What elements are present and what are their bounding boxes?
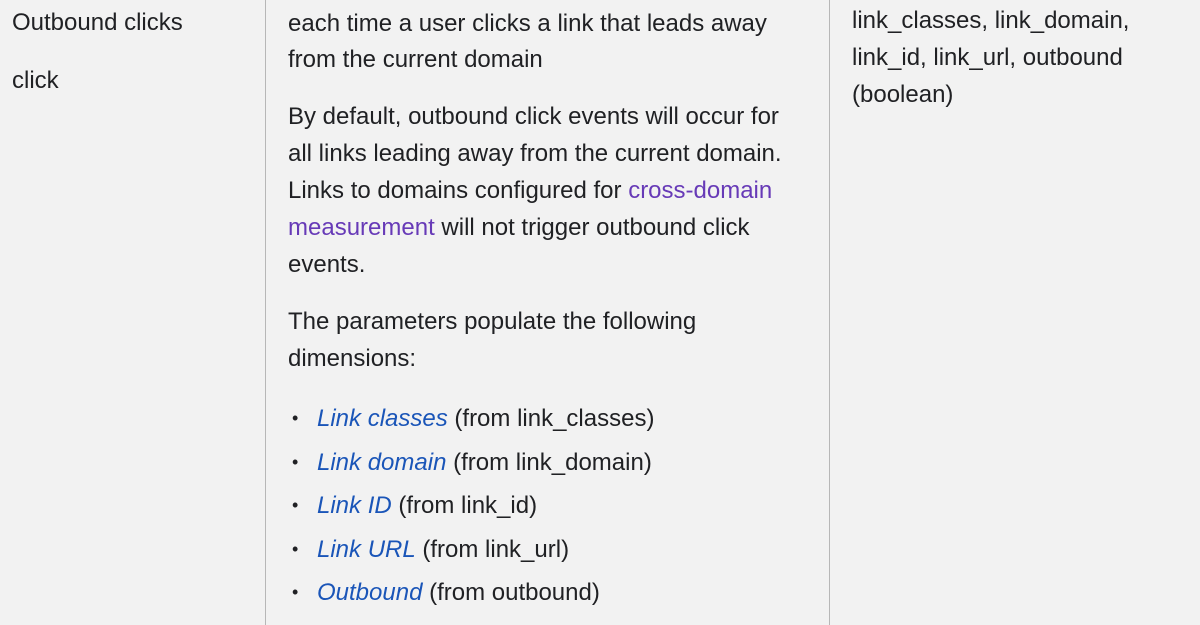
trigger-description: each time a user clicks a link that leads away from the current domain bbox=[288, 10, 767, 73]
default-text-prefix: By default, outbound click events will occur for all links leading away from the current domain. Links to domains configured for bbox=[288, 103, 782, 204]
list-item bbox=[288, 441, 807, 485]
event-parameters: link_classes, link_domain, link_id, link_url, outbound (boolean) bbox=[852, 7, 1130, 108]
dimension-link-link-id[interactable]: Link ID bbox=[317, 492, 392, 519]
dimension-source: (from link_url) bbox=[415, 535, 570, 563]
event-cell bbox=[0, 0, 265, 104]
default-text-suffix: will not trigger outbound click events. bbox=[288, 214, 750, 278]
list-item bbox=[288, 397, 807, 441]
bullet-icon: • bbox=[292, 582, 299, 602]
dimensions-list bbox=[288, 397, 807, 615]
parameters-cell bbox=[830, 0, 1200, 115]
event-code: click bbox=[12, 67, 59, 94]
dimension-source: (from link_classes) bbox=[447, 405, 655, 432]
trigger-cell bbox=[266, 0, 829, 621]
dimension-link-outbound[interactable]: Outbound bbox=[317, 579, 423, 606]
dimension-link-link-domain[interactable]: Link domain bbox=[317, 448, 447, 476]
bullet-icon: • bbox=[292, 451, 299, 472]
params-intro: The parameters populate the following dimensions: bbox=[288, 308, 697, 372]
list-item bbox=[288, 528, 807, 572]
bullet-icon: • bbox=[292, 495, 299, 515]
list-item bbox=[288, 484, 807, 528]
dimension-source: (from outbound) bbox=[422, 579, 600, 606]
bullet-icon: • bbox=[292, 538, 299, 559]
cross-domain-measurement-link[interactable]: cross-domain measurement bbox=[288, 177, 773, 241]
event-name: Outbound clicks bbox=[12, 9, 183, 36]
dimension-source: (from link_id) bbox=[391, 492, 538, 519]
dimension-link-link-url[interactable]: Link URL bbox=[317, 535, 416, 563]
list-item bbox=[288, 571, 807, 615]
dimension-source: (from link_domain) bbox=[446, 448, 652, 476]
default-behavior-text bbox=[288, 98, 807, 283]
bullet-icon: • bbox=[292, 408, 299, 428]
dimension-link-link-classes[interactable]: Link classes bbox=[317, 405, 448, 432]
